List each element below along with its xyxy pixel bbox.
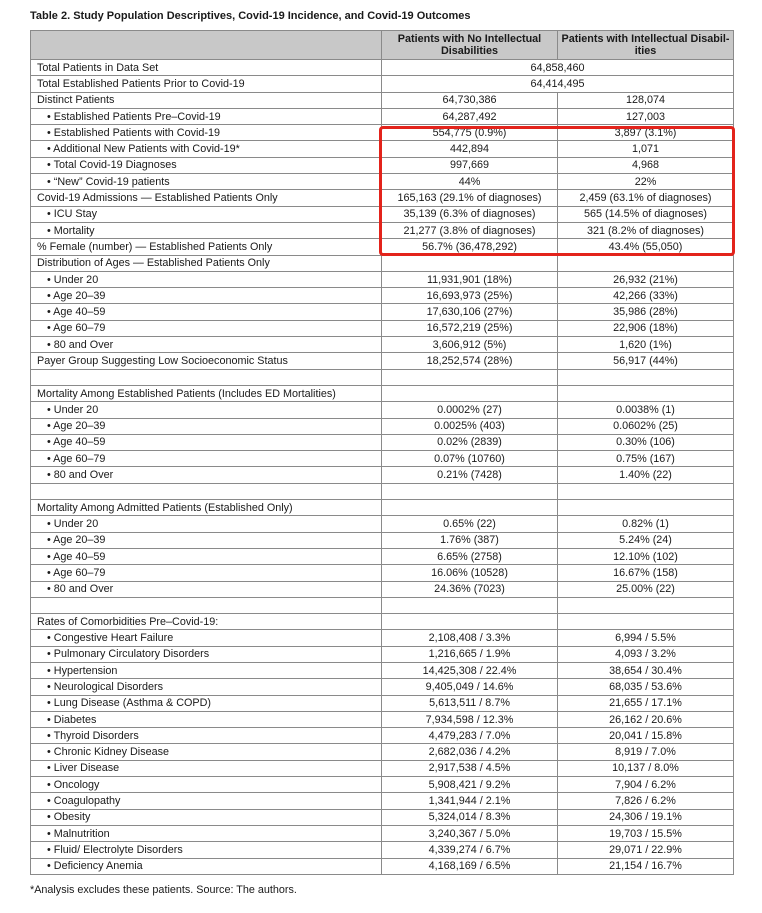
row-label: • 80 and Over (31, 337, 382, 353)
footnote: *Analysis excludes these patients. Source: The authors. (30, 884, 297, 896)
table-row (31, 646, 734, 662)
value-no-id: 3,240,367 / 5.0% (382, 825, 558, 841)
table-row (31, 793, 734, 809)
row-label (31, 483, 382, 499)
value-no-id: 0.21% (7428) (382, 467, 558, 483)
value-no-id: 35,139 (6.3% of diagnoses) (382, 206, 558, 222)
value-with-id: 43.4% (55,050) (558, 239, 734, 255)
row-label: • Hypertension (31, 662, 382, 678)
row-label: • Under 20 (31, 402, 382, 418)
value-no-id: 17,630,106 (27%) (382, 304, 558, 320)
value-no-id: 64,287,492 (382, 108, 558, 124)
row-label: • Malnutrition (31, 825, 382, 841)
value-no-id: 44% (382, 174, 558, 190)
value-with-id: 24,306 / 19.1% (558, 809, 734, 825)
value-with-id: 29,071 / 22.9% (558, 842, 734, 858)
table-row (31, 662, 734, 678)
value-no-id: 6.65% (2758) (382, 548, 558, 564)
table-header-row (31, 31, 734, 60)
value-with-id: 42,266 (33%) (558, 288, 734, 304)
value-with-id: 1.40% (22) (558, 467, 734, 483)
value-with-id: 10,137 / 8.0% (558, 760, 734, 776)
value-with-id: 0.75% (167) (558, 451, 734, 467)
row-value-combined: 64,858,460 (382, 60, 734, 76)
value-with-id (558, 369, 734, 385)
row-label: • Age 20–39 (31, 418, 382, 434)
value-with-id: 0.30% (106) (558, 434, 734, 450)
row-label: Total Established Patients Prior to Covid-19 (31, 76, 382, 92)
row-label: • “New” Covid-19 patients (31, 174, 382, 190)
table-body (31, 60, 734, 875)
value-with-id: 68,035 / 53.6% (558, 679, 734, 695)
row-label: • Obesity (31, 809, 382, 825)
row-label: Mortality Among Established Patients (Includes ED Mortalities) (31, 385, 382, 401)
row-label: • Deficiency Anemia (31, 858, 382, 874)
row-label: • Mortality (31, 222, 382, 238)
table-row (31, 320, 734, 336)
table-row (31, 385, 734, 401)
value-with-id: 565 (14.5% of diagnoses) (558, 206, 734, 222)
value-with-id: 3,897 (3.1%) (558, 125, 734, 141)
value-with-id: 22,906 (18%) (558, 320, 734, 336)
value-no-id: 0.0002% (27) (382, 402, 558, 418)
table-row (31, 548, 734, 564)
row-label: • Age 40–59 (31, 304, 382, 320)
row-label: • Fluid/ Electrolyte Disorders (31, 842, 382, 858)
table-row (31, 842, 734, 858)
value-with-id: 21,655 / 17.1% (558, 695, 734, 711)
table-row (31, 108, 734, 124)
table-row (31, 760, 734, 776)
table-row (31, 532, 734, 548)
row-label (31, 597, 382, 613)
row-value-combined: 64,414,495 (382, 76, 734, 92)
row-label: • Thyroid Disorders (31, 728, 382, 744)
value-no-id (382, 385, 558, 401)
value-with-id: 1,620 (1%) (558, 337, 734, 353)
value-with-id: 38,654 / 30.4% (558, 662, 734, 678)
value-no-id: 5,908,421 / 9.2% (382, 777, 558, 793)
value-no-id: 4,168,169 / 6.5% (382, 858, 558, 874)
value-with-id: 2,459 (63.1% of diagnoses) (558, 190, 734, 206)
row-label: • Neurological Disorders (31, 679, 382, 695)
table-row (31, 369, 734, 385)
value-with-id: 1,071 (558, 141, 734, 157)
value-no-id: 442,894 (382, 141, 558, 157)
table-row (31, 467, 734, 483)
row-label: Distribution of Ages — Established Patients Only (31, 255, 382, 271)
value-no-id: 0.02% (2839) (382, 434, 558, 450)
value-with-id (558, 255, 734, 271)
value-no-id: 1.76% (387) (382, 532, 558, 548)
table-row (31, 255, 734, 271)
row-label: • Oncology (31, 777, 382, 793)
value-with-id: 4,968 (558, 157, 734, 173)
value-with-id: 26,162 / 20.6% (558, 711, 734, 727)
row-label: % Female (number) — Established Patients Only (31, 239, 382, 255)
value-no-id: 1,216,665 / 1.9% (382, 646, 558, 662)
value-with-id: 8,919 / 7.0% (558, 744, 734, 760)
row-label: Covid-19 Admissions — Established Patients Only (31, 190, 382, 206)
value-no-id: 14,425,308 / 22.4% (382, 662, 558, 678)
value-no-id: 18,252,574 (28%) (382, 353, 558, 369)
table-row (31, 858, 734, 874)
table-row (31, 483, 734, 499)
value-no-id: 1,341,944 / 2.1% (382, 793, 558, 809)
value-no-id: 16.06% (10528) (382, 565, 558, 581)
value-no-id: 0.0025% (403) (382, 418, 558, 434)
table-row (31, 597, 734, 613)
value-no-id: 554,775 (0.9%) (382, 125, 558, 141)
value-no-id: 9,405,049 / 14.6% (382, 679, 558, 695)
table-row (31, 809, 734, 825)
table-row (31, 434, 734, 450)
row-label: • Under 20 (31, 271, 382, 287)
table-row (31, 630, 734, 646)
row-label: • Coagulopathy (31, 793, 382, 809)
row-label: Rates of Comorbidities Pre–Covid-19: (31, 614, 382, 630)
table-row (31, 157, 734, 173)
row-label: • Age 60–79 (31, 565, 382, 581)
value-with-id: 22% (558, 174, 734, 190)
value-no-id: 5,324,014 / 8.3% (382, 809, 558, 825)
value-with-id: 4,093 / 3.2% (558, 646, 734, 662)
data-table (30, 30, 734, 875)
header-blank-cell (31, 31, 382, 60)
row-label: • Age 40–59 (31, 434, 382, 450)
table-caption: Table 2. Study Population Descriptives, Covid-19 Incidence, and Covid-19 Outcomes (30, 10, 471, 22)
header-with-id: Patients with Intellectual Disabil-ities (558, 31, 734, 60)
value-no-id: 165,163 (29.1% of diagnoses) (382, 190, 558, 206)
value-no-id: 3,606,912 (5%) (382, 337, 558, 353)
value-with-id: 321 (8.2% of diagnoses) (558, 222, 734, 238)
row-label: • Total Covid-19 Diagnoses (31, 157, 382, 173)
table-row (31, 206, 734, 222)
value-with-id (558, 500, 734, 516)
value-with-id: 35,986 (28%) (558, 304, 734, 320)
value-with-id: 6,994 / 5.5% (558, 630, 734, 646)
table-row (31, 777, 734, 793)
value-with-id (558, 385, 734, 401)
value-no-id (382, 483, 558, 499)
row-label: Payer Group Suggesting Low Socioeconomic Status (31, 353, 382, 369)
table-row (31, 288, 734, 304)
table-row (31, 125, 734, 141)
value-with-id (558, 614, 734, 630)
value-no-id: 2,108,408 / 3.3% (382, 630, 558, 646)
value-with-id: 127,003 (558, 108, 734, 124)
row-label: • Age 20–39 (31, 288, 382, 304)
row-label: • Age 40–59 (31, 548, 382, 564)
row-label: • Liver Disease (31, 760, 382, 776)
row-label: • Established Patients with Covid-19 (31, 125, 382, 141)
table-row (31, 239, 734, 255)
row-label: • Diabetes (31, 711, 382, 727)
table-row (31, 711, 734, 727)
table-row (31, 60, 734, 76)
value-with-id (558, 597, 734, 613)
value-no-id: 4,339,274 / 6.7% (382, 842, 558, 858)
value-with-id: 16.67% (158) (558, 565, 734, 581)
value-with-id: 0.0602% (25) (558, 418, 734, 434)
value-with-id: 19,703 / 15.5% (558, 825, 734, 841)
value-with-id: 56,917 (44%) (558, 353, 734, 369)
row-label: • ICU Stay (31, 206, 382, 222)
table-row (31, 418, 734, 434)
row-label: • Chronic Kidney Disease (31, 744, 382, 760)
table-row (31, 565, 734, 581)
value-with-id: 0.0038% (1) (558, 402, 734, 418)
value-no-id (382, 597, 558, 613)
row-label: • Additional New Patients with Covid-19* (31, 141, 382, 157)
table-row (31, 141, 734, 157)
table-row (31, 500, 734, 516)
table-row (31, 92, 734, 108)
value-no-id: 2,682,036 / 4.2% (382, 744, 558, 760)
table-row (31, 353, 734, 369)
row-label: • Established Patients Pre–Covid-19 (31, 108, 382, 124)
row-label: Total Patients in Data Set (31, 60, 382, 76)
value-with-id: 12.10% (102) (558, 548, 734, 564)
value-no-id (382, 500, 558, 516)
row-label: • Lung Disease (Asthma & COPD) (31, 695, 382, 711)
value-no-id: 21,277 (3.8% of diagnoses) (382, 222, 558, 238)
value-no-id: 7,934,598 / 12.3% (382, 711, 558, 727)
row-label: • Congestive Heart Failure (31, 630, 382, 646)
table-row (31, 728, 734, 744)
row-label: • Age 60–79 (31, 320, 382, 336)
value-with-id: 5.24% (24) (558, 532, 734, 548)
value-no-id: 24.36% (7023) (382, 581, 558, 597)
value-no-id: 2,917,538 / 4.5% (382, 760, 558, 776)
table-row (31, 402, 734, 418)
table-row (31, 76, 734, 92)
value-with-id: 7,904 / 6.2% (558, 777, 734, 793)
value-no-id (382, 614, 558, 630)
table-row (31, 679, 734, 695)
row-label (31, 369, 382, 385)
table-row (31, 304, 734, 320)
value-with-id: 20,041 / 15.8% (558, 728, 734, 744)
value-no-id: 0.07% (10760) (382, 451, 558, 467)
value-no-id: 5,613,511 / 8.7% (382, 695, 558, 711)
value-no-id (382, 255, 558, 271)
value-no-id: 997,669 (382, 157, 558, 173)
value-no-id: 16,572,219 (25%) (382, 320, 558, 336)
value-no-id: 0.65% (22) (382, 516, 558, 532)
value-with-id: 0.82% (1) (558, 516, 734, 532)
value-no-id: 11,931,901 (18%) (382, 271, 558, 287)
table-row (31, 174, 734, 190)
table-row (31, 695, 734, 711)
row-label: • 80 and Over (31, 467, 382, 483)
table-row (31, 271, 734, 287)
table-row (31, 614, 734, 630)
value-with-id: 25.00% (22) (558, 581, 734, 597)
value-with-id (558, 483, 734, 499)
table-row (31, 516, 734, 532)
row-label: • Under 20 (31, 516, 382, 532)
table-row (31, 190, 734, 206)
value-no-id: 4,479,283 / 7.0% (382, 728, 558, 744)
value-with-id: 7,826 / 6.2% (558, 793, 734, 809)
row-label: • Pulmonary Circulatory Disorders (31, 646, 382, 662)
value-no-id (382, 369, 558, 385)
value-no-id: 16,693,973 (25%) (382, 288, 558, 304)
row-label: Mortality Among Admitted Patients (Established Only) (31, 500, 382, 516)
value-with-id: 128,074 (558, 92, 734, 108)
row-label: • Age 20–39 (31, 532, 382, 548)
value-no-id: 64,730,386 (382, 92, 558, 108)
row-label: • Age 60–79 (31, 451, 382, 467)
row-label: • 80 and Over (31, 581, 382, 597)
value-with-id: 26,932 (21%) (558, 271, 734, 287)
table-row (31, 222, 734, 238)
row-label: Distinct Patients (31, 92, 382, 108)
table-row (31, 581, 734, 597)
table-row (31, 744, 734, 760)
value-no-id: 56.7% (36,478,292) (382, 239, 558, 255)
table-row (31, 825, 734, 841)
table-row (31, 337, 734, 353)
table-row (31, 451, 734, 467)
header-no-id: Patients with No Intellectual Disabilities (382, 31, 558, 60)
value-with-id: 21,154 / 16.7% (558, 858, 734, 874)
